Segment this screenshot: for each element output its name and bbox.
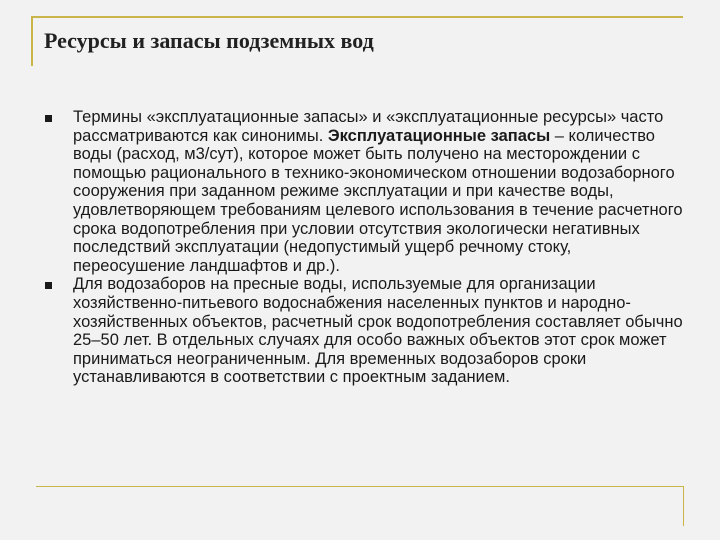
top-border-line <box>31 16 683 18</box>
right-border-line <box>683 486 684 526</box>
bullet-item-1 <box>45 108 687 275</box>
left-border-line <box>31 16 33 66</box>
bullet-1-rest: – количество воды (расход, м3/сут), которое может быть получено на месторождении с помощью рационального в технико-экономическом отношении водозаборного сооружения при заданном режиме эксплуатации и при качестве воды, удовлетворяющем требованиям целевого использования в течение расчетного срока водопотребления при условии отсутствия экологически негативных последствий эксплуатации (недопустимый ущерб речному стоку, переосушение ландшафтов и др.). <box>73 126 683 275</box>
bullet-1-term: Эксплуатационные запасы <box>327 126 551 145</box>
square-bullet-icon <box>45 282 52 289</box>
bullet-item-2 <box>45 275 687 387</box>
bullet-2-text: Для водозаборов на пресные воды, используемые для организации хозяйственно-питьевого водоснабжения населенных пунктов и народно-хозяйственных объектов, расчетный срок водопотребления составляет обычно 25–50 лет. В отдельных случаях для особо важных объектов этот срок может приниматься неограниченным. Для временных водозаборов сроки устанавливаются в соответствии с проектным заданием. <box>73 275 683 387</box>
bottom-border-line <box>36 486 683 487</box>
square-bullet-icon <box>45 115 52 122</box>
bullet-1-lead: Термины «эксплуатационные запасы» и «эксплуатационные ресурсы» часто рассматриваются как синонимы. <box>73 108 664 145</box>
slide-content <box>45 108 687 387</box>
slide-title: Ресурсы и запасы подземных вод <box>44 28 374 53</box>
